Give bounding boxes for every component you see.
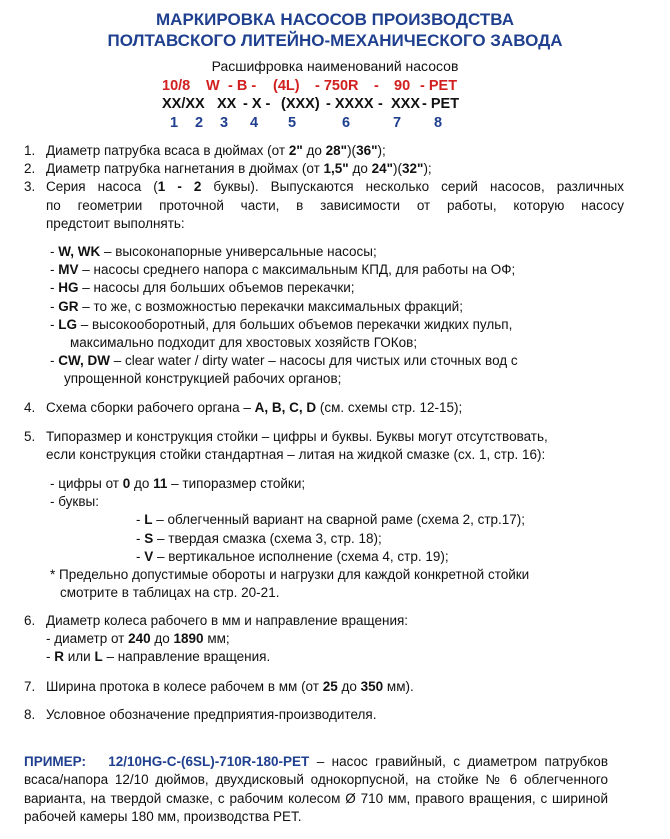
item-1: 1. Диаметр патрубка всаса в дюймах (от 2" до 28")(36"); (24, 143, 386, 158)
series-item: - MV – насосы среднего напора с максимальным КПД, для работы на ОФ; (50, 262, 516, 278)
title-line-2: ПОЛТАВСКОГО ЛИТЕЙНО-МЕХАНИЧЕСКОГО ЗАВОДА (107, 31, 563, 50)
title-line-1: МАРКИРОВКА НАСОСОВ ПРОИЗВОДСТВА (156, 10, 514, 29)
note-line-1: * Предельно допустимые обороты и нагрузки для каждой конкретной стойки (50, 567, 530, 583)
series-item-cont: упрощенной конструкцией рабочих органов; (64, 371, 342, 387)
items-1-3 (24, 142, 624, 233)
item-8: 8. Условное обозначение предприятия-производителя. (24, 707, 377, 722)
letter-item: - V – вертикальное исполнение (схема 4, стр. 19); (136, 548, 449, 564)
code-position-5: 5 (288, 115, 297, 131)
letter-item: - S – твердая смазка (схема 3, стр. 18); (136, 530, 382, 546)
code-position-2: 2 (195, 115, 204, 131)
code-example-5: - 750R (315, 78, 359, 94)
code-example-1: 10/8 (162, 78, 191, 94)
code-position-6: 6 (342, 115, 351, 131)
code-template-5: - XXXX (326, 96, 374, 112)
code-example-7: 90 (394, 78, 411, 94)
code-template-3: - X - (243, 96, 271, 112)
code-template-6: - (378, 96, 383, 112)
example-code: 12/10HG-C-(6SL)-710R-180-PET (108, 754, 310, 769)
code-position-8: 8 (434, 115, 443, 131)
stand-details (50, 475, 610, 602)
item-4: 4. Схема сборки рабочего органа – A, B, C, D (см. схемы стр. 12-15); (24, 400, 463, 415)
item-3-line-2: по геометрии проточной части, в зависимости от работы, которую насосу (46, 197, 624, 213)
item-2: 2. Диаметр патрубка нагнетания в дюймах (от 1,5" до 24")(32"); (24, 161, 432, 177)
rotation-line: - R или L – направление вращения. (46, 649, 271, 665)
series-item: - GR – то же, с возможностью перекачки максимальных фракций; (50, 298, 463, 314)
digits-line: - цифры от 0 до 11 – типоразмер стойки; (50, 476, 306, 491)
example-label: ПРИМЕР: (24, 754, 86, 769)
code-template-4: (XXX) (281, 96, 320, 112)
code-example-3: - B - (228, 78, 257, 94)
code-template-7: XXX (391, 96, 421, 112)
code-example-4: (4L) (273, 78, 300, 94)
code-position-3: 3 (220, 115, 229, 131)
item-3: 3. Серия насоса (1 - 2 буквы). Выпускаются несколько серий насосов, различных (24, 179, 624, 195)
series-item-cont: максимально подходит для хвостовых хозяйств ГОКов; (70, 335, 418, 351)
example-text: – насос гравийный, с диаметром патрубков всаса/напора 12/10 дюймов, двухдисковый однокорпусной, на стойке № 6 облегченного варианта, на твердой смазке, с рабочим колесом Ø 710 мм, правого вращения, с шириной рабочей камеры 180 мм, производства PET. (24, 754, 608, 825)
code-example-6: - (374, 78, 379, 94)
code-template-2: XX (217, 96, 237, 112)
series-item: - CW, DW – clear water / dirty water – насосы для чистых или сточных вод с (50, 353, 518, 369)
code-template-1: XX/XX (162, 96, 205, 112)
subtitle: Расшифровка наименований насосов (211, 58, 459, 74)
item-7: 7. Ширина протока в колесе рабочем в мм (от 25 до 350 мм). (24, 679, 414, 694)
series-list (50, 243, 610, 389)
diameter-line: - диаметр от 240 до 1890 мм; (46, 631, 230, 647)
note-line-2: смотрите в таблицах на стр. 20-21. (60, 585, 280, 601)
series-item: - HG – насосы для больших объемов перекачки; (50, 280, 355, 296)
item-6: 6. Диаметр колеса рабочего в мм и направление вращения: - диаметр от 240 до 1890 мм; - R или L – направление вращения. (24, 612, 624, 667)
code-position-7: 7 (393, 115, 402, 131)
code-template-8: - PET (422, 96, 460, 112)
item-3-line-3: предстоит выполнять: (46, 215, 185, 231)
code-position-1: 1 (170, 115, 179, 131)
letter-item: - L – облегченный вариант на сварной раме (схема 2, стр.17); (136, 512, 526, 528)
example-paragraph (24, 753, 608, 827)
letters-label: - буквы: (50, 494, 99, 510)
code-example-8: - PET (420, 78, 458, 94)
code-position-4: 4 (250, 115, 259, 131)
series-item: - W, WK – высоконапорные универсальные насосы; (50, 244, 377, 259)
item-5: 5. Типоразмер и конструкция стойки – цифры и буквы. Буквы могут отсутствовать, если конструкция стойки стандартная – литая на жидкой смазке (сх. 1, стр. 16): (24, 429, 548, 463)
series-item: - LG – высокооборотный, для больших объемов перекачки жидких пульп, (50, 316, 513, 332)
code-example-2: W (206, 78, 220, 94)
